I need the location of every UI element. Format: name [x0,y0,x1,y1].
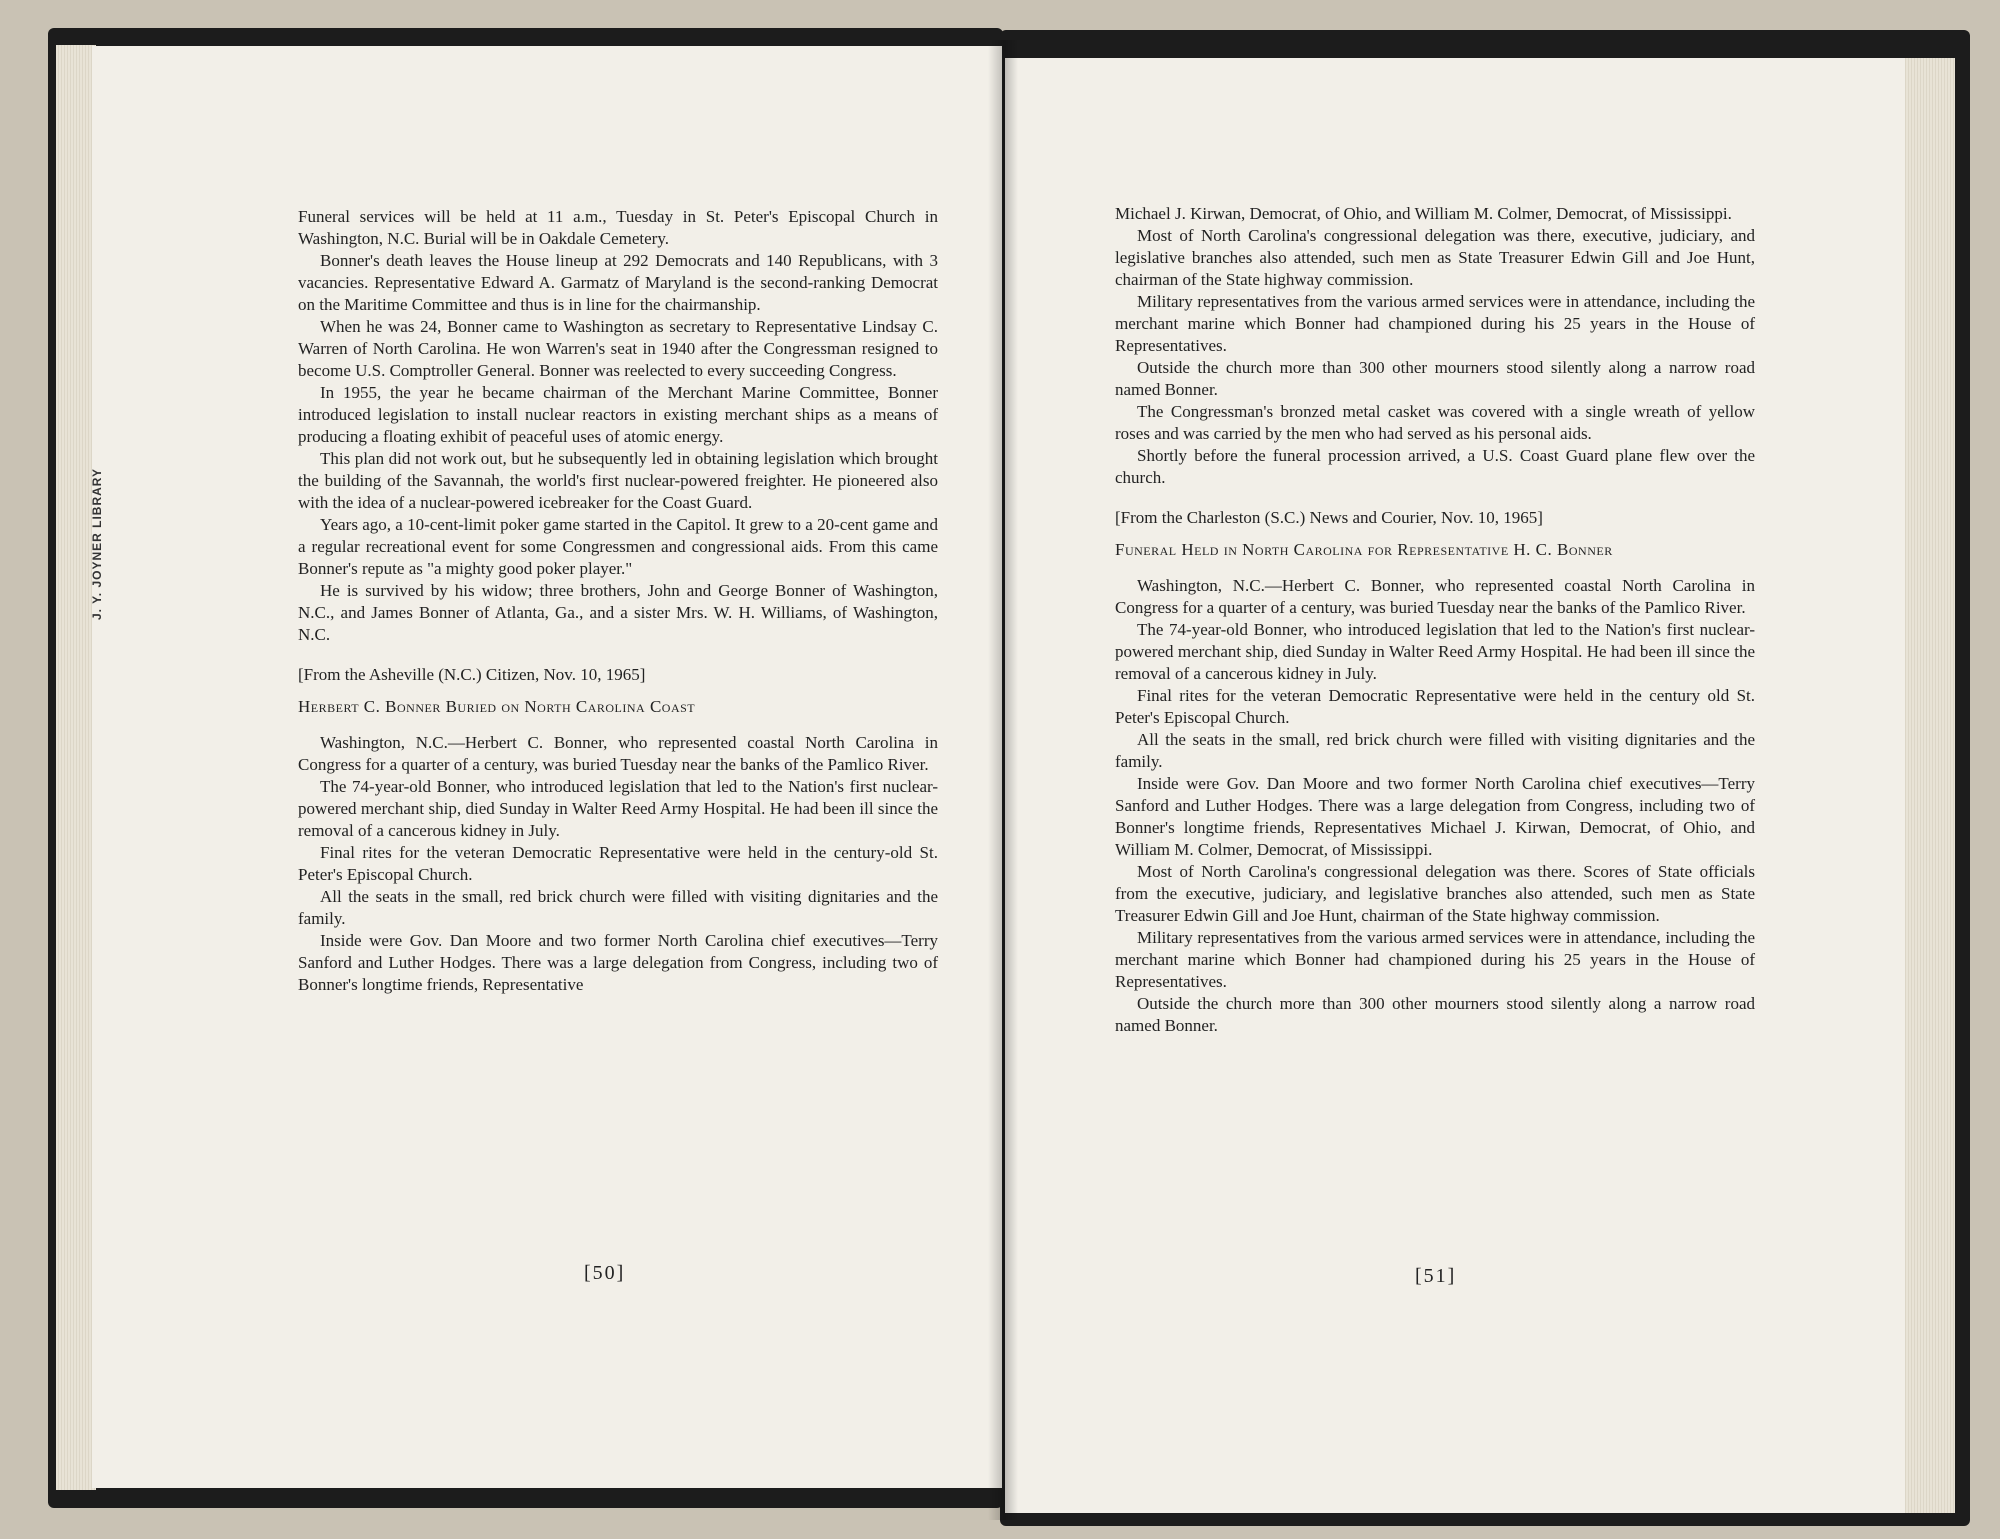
paragraph: All the seats in the small, red brick church were filled with visiting dignitaries and the family. [298,887,938,928]
source-citation: [From the Charleston (S.C.) News and Courier, Nov. 10, 1965] [1115,508,1543,527]
page-number: [51] [1415,1265,1457,1287]
paragraph: Michael J. Kirwan, Democrat, of Ohio, and William M. Colmer, Democrat, of Mississippi. [1115,204,1732,223]
paragraph: Outside the church more than 300 other mourners stood silently along a narrow road named Bonner. [1115,994,1755,1035]
paragraph: Most of North Carolina's congressional delegation was there, executive, judiciary, and legislative branches also attended, such men as State Treasurer Edwin Gill and Joe Hunt, chairman of the State highway commission. [1115,226,1755,289]
paragraph: Final rites for the veteran Democratic Representative were held in the century old St. Peter's Episcopal Church. [1115,686,1755,727]
paragraph: Inside were Gov. Dan Moore and two former North Carolina chief executives—Terry Sanford and Luther Hodges. There was a large delegation from Congress, including two of Bonner's longtime friends, Representatives Michael J. Kirwan, Democrat, of Ohio, and William M. Colmer, Democrat, of Mississippi. [1115,774,1755,859]
article-heading: Funeral Held in North Carolina for Representative H. C. Bonner [1115,540,1613,559]
paragraph: Washington, N.C.—Herbert C. Bonner, who represented coastal North Carolina in Congress for a quarter of a century, was buried Tuesday near the banks of the Pamlico River. [1115,576,1755,617]
paragraph: Military representatives from the various armed services were in attendance, including the merchant marine which Bonner had championed during his 25 years in the House of Representatives. [1115,928,1755,991]
paragraph: He is survived by his widow; three brothers, John and George Bonner of Washington, N.C., and James Bonner of Atlanta, Ga., and a sister Mrs. W. H. Williams, of Washington, N.C. [298,581,938,644]
paragraph: This plan did not work out, but he subsequently led in obtaining legislation which brought the building of the Savannah, the world's first nuclear-powered freighter. He pioneered also with the idea of a nuclear-powered icebreaker for the Coast Guard. [298,449,938,512]
paragraph: When he was 24, Bonner came to Washington as secretary to Representative Lindsay C. Warren of North Carolina. He won Warren's seat in 1940 after the Congressman resigned to become U.S. Comptroller General. Bonner was reelected to every succeeding Congress. [298,317,938,380]
paragraph: Outside the church more than 300 other mourners stood silently along a narrow road named Bonner. [1115,358,1755,399]
paragraph: In 1955, the year he became chairman of the Merchant Marine Committee, Bonner introduced legislation to install nuclear reactors in existing merchant ships as a means of producing a floating exhibit of peaceful uses of atomic energy. [298,383,938,446]
paragraph: Bonner's death leaves the House lineup at 292 Democrats and 140 Republicans, with 3 vacancies. Representative Edward A. Garmatz of Maryland is the second-ranking Democrat on the Maritime Committee and thus is in line for the chairmanship. [298,251,938,314]
paragraph: The 74-year-old Bonner, who introduced legislation that led to the Nation's first nuclear-powered merchant ship, died Sunday in Walter Reed Army Hospital. He had been ill since the removal of a cancerous kidney in July. [298,777,938,840]
left-page-text [298,206,938,996]
paragraph: The 74-year-old Bonner, who introduced legislation that led to the Nation's first nuclear-powered merchant ship, died Sunday in Walter Reed Army Hospital. He had been ill since the removal of a cancerous kidney in July. [1115,620,1755,683]
paragraph: Washington, N.C.—Herbert C. Bonner, who represented coastal North Carolina in Congress for a quarter of a century, was buried Tuesday near the banks of the Pamlico River. [298,733,938,774]
paragraph: Most of North Carolina's congressional delegation was there. Scores of State officials from the executive, judiciary, and legislative branches also attended, such men as State Treasurer Edwin Gill and Joe Hunt, chairman of the State highway commission. [1115,862,1755,925]
paragraph: Years ago, a 10-cent-limit poker game started in the Capitol. It grew to a 20-cent game and a regular recreational event for some Congressmen and congressional aids. From this came Bonner's repute as "a mighty good poker player." [298,515,938,578]
paragraph: Final rites for the veteran Democratic Representative were held in the century-old St. Peter's Episcopal Church. [298,843,938,884]
right-page-text [1115,203,1755,1037]
right-page-edges [1900,58,1955,1513]
paragraph: Inside were Gov. Dan Moore and two former North Carolina chief executives—Terry Sanford and Luther Hodges. There was a large delegation from Congress, including two of Bonner's longtime friends, Representative [298,931,938,994]
paragraph: The Congressman's bronzed metal casket was covered with a single wreath of yellow roses and was carried by the men who had served as his personal aids. [1115,402,1755,443]
source-citation: [From the Asheville (N.C.) Citizen, Nov. 10, 1965] [298,665,646,684]
library-stamp: J. Y. JOYNER LIBRARY [90,467,104,620]
left-page-edges [56,45,96,1490]
page-number: [50] [584,1262,626,1284]
paragraph: Funeral services will be held at 11 a.m., Tuesday in St. Peter's Episcopal Church in Washington, N.C. Burial will be in Oakdale Cemetery. [298,207,938,248]
book-gutter [988,40,1018,1520]
article-heading: Herbert C. Bonner Buried on North Carolina Coast [298,697,696,716]
paragraph: Shortly before the funeral procession arrived, a U.S. Coast Guard plane flew over the church. [1115,446,1755,487]
paragraph: All the seats in the small, red brick church were filled with visiting dignitaries and the family. [1115,730,1755,771]
paragraph: Military representatives from the various armed services were in attendance, including the merchant marine which Bonner had championed during his 25 years in the House of Representatives. [1115,292,1755,355]
